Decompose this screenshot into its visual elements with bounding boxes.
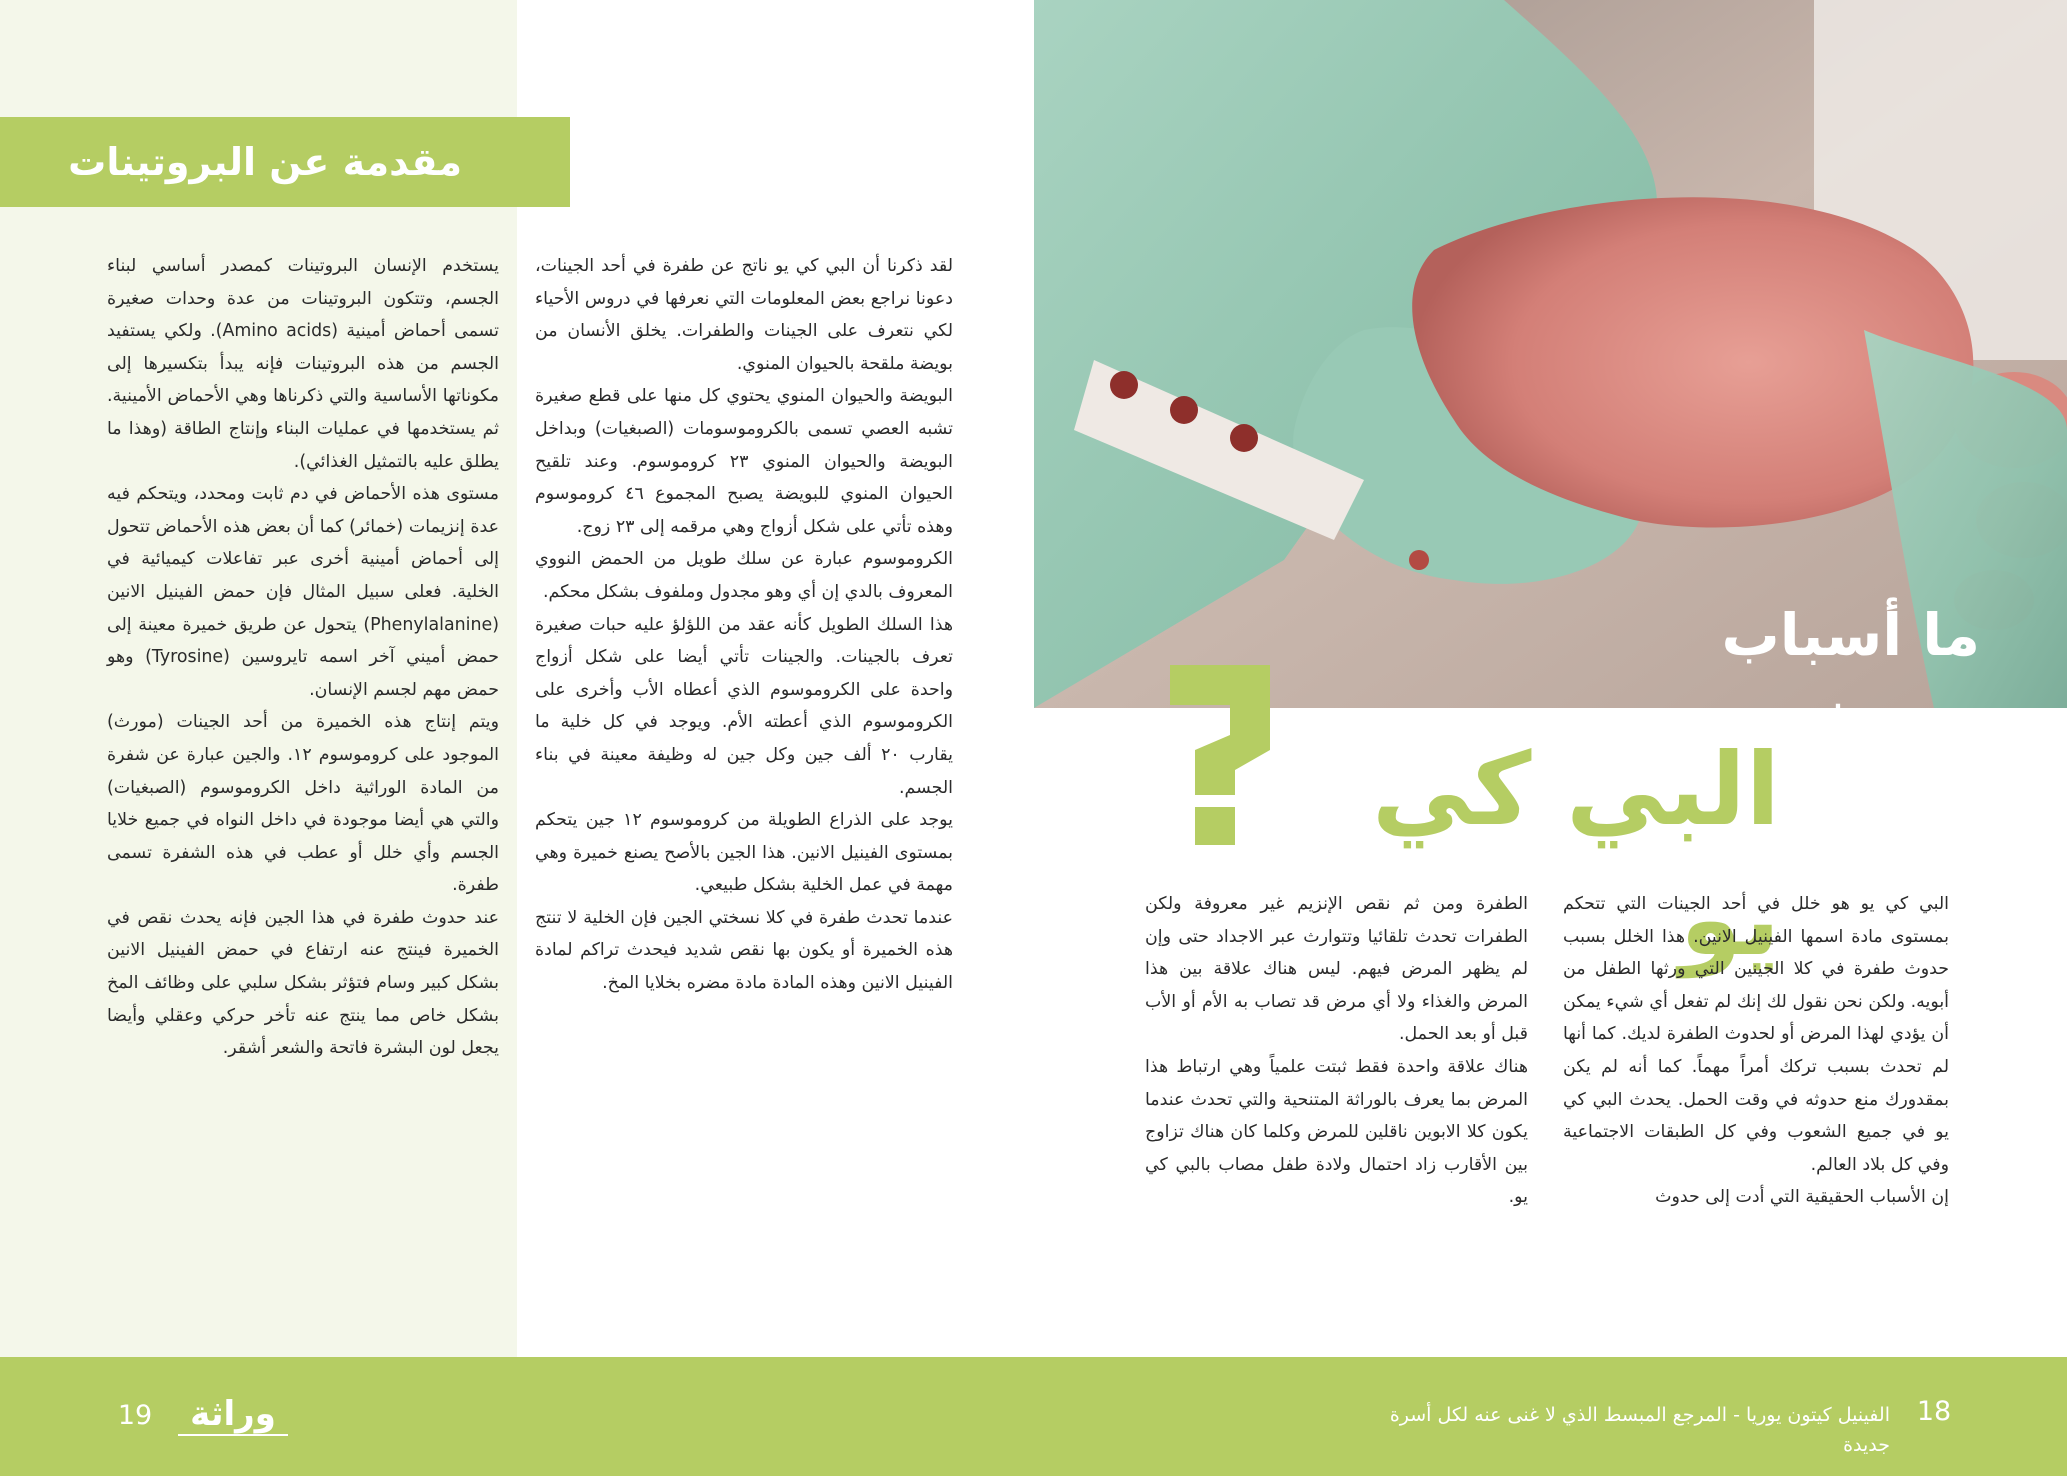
paragraph: الطفرة ومن ثم نقص الإنزيم غير معروفة ولكن الطفرات تحدث تلقائيا وتتوارث عبر الاجداد حتى وإن لم يظهر المرض فيهم. ليس هناك علاقة بين هذا المرض والغذاء ولا أي مرض قد تصاب به الأم أو الأب قبل أو بعد الحمل. — [1145, 894, 1528, 1045]
logo-text: وراثة — [190, 1394, 276, 1434]
title-line-2: البي كي يو — [1372, 731, 1780, 978]
paragraph: إن الأسباب الحقيقية التي أدت إلى حدوث — [1655, 1187, 1949, 1208]
paragraph: عند حدوث طفرة في هذا الجين فإنه يحدث نقص في الخميرة فينتج عنه ارتفاع في حمض الفينيل الانين بشكل كبير وسام فتؤثر بشكل سلبي على وظائف المخ بشكل خاص مما ينتج عنه تأخر حركي وعقلي وأيضا يجعل لون البشرة فاتحة والشعر أشقر. — [107, 907, 499, 1059]
paragraph: الكروموسوم عبارة عن سلك طويل من الحمض النووي المعروف بالدي إن أي وهو مجدول وملفوف بشكل محكم. — [535, 549, 953, 602]
page-number-left: 19 — [117, 1400, 153, 1431]
paragraph: يستخدم الإنسان البروتينات كمصدر أساسي لبناء الجسم، وتتكون البروتينات من عدة وحدات صغيرة تسمى أحماض أمينية (Amino acids). ولكي يستفيد الجسم من هذه البروتينات فإنه يبدأ بتكسيرها إلى مكوناتها الأساسية والتي ذكرناها وهي الأحماض الأمينية. ثم يستخدمها في عمليات البناء وإنتاج الطاقة (وهذا ما يطلق عليه بالتمثيل الغذائي). — [107, 256, 499, 472]
paragraph: لقد ذكرنا أن البي كي يو ناتج عن طفرة في أحد الجينات، دعونا نراجع بعض المعلومات التي نعرفها في دروس الأحياء لكي نتعرف على الجينات والطفرات. يخلق الأنسان من بويضة ملقحة بالحيوان المنوي. — [535, 256, 953, 374]
paragraph: هذا السلك الطويل كأنه عقد من اللؤلؤ عليه حبات صغيرة تعرف بالجينات. والجينات تأتي أيضا على شكل أزواج واحدة على الكروموسوم الذي أعطاه الأب وأخرى على الكروموسوم الذي أعطته الأم. ويوجد في كل خلية ما يقارب ٢٠ ألف جين وكل جين له وظيفة معينة في بناء الجسم. — [535, 614, 953, 798]
section-title: مقدمة عن البروتينات — [68, 140, 462, 184]
left-page-inner-column — [535, 250, 953, 1000]
paragraph: البي كي يو هو خلل في أحد الجينات التي تتحكم بمستوى مادة اسمها الفينيل الانين. هذا الخلل بسبب حدوث طفرة في كلا الجينين التي ورثها الطفل من أبويه. ولكن نحن نقول لك إنك لم تفعل أي شيء يمكن أن يؤدي لهذا المرض أو لحدوث الطفرة لديك. كما أنها لم تحدث بسبب تركك أمراً مهماً. كما أنه لم يكن بمقدورك منع حدوثه في وقت الحمل. يحدث البي كي يو في جميع الشعوب وفي كل الطبقات الاجتماعية وفي كل بلاد العالم. — [1563, 894, 1949, 1175]
question-mark-icon — [1150, 655, 1285, 855]
right-page-left-column — [1145, 888, 1528, 1214]
paragraph: هناك علاقة واحدة فقط ثبتت علمياً وهي ارتباط هذا المرض بما يعرف بالوراثة المتنحية والتي تحدث عندما يكون كلا الابوين ناقلين للمرض وكلما كان هناك تزاوج بين الأقارب زاد احتمال ولادة طفل مصاب بالبي كي يو. — [1145, 1056, 1528, 1208]
paragraph: البويضة والحيوان المنوي يحتوي كل منها على قطع صغيرة تشبه العصي تسمى بالكروموسومات (الصبغيات) وبداخل البويضة والحيوان المنوي ٢٣ كروموسوم. وعند تلقيح الحيوان المنوي للبويضة يصبح المجموع ٤٦ كروموسوم وهذه تأتي على شكل أزواج وهي مرقمه إلى ٢٣ زوج. — [535, 386, 953, 537]
paragraph: يوجد على الذراع الطويلة من كروموسوم ١٢ جين يتحكم بمستوى الفينيل الانين. هذا الجين بالأصح يصنع خميرة وهي مهمة في عمل الخلية بشكل طبيعي. — [535, 810, 953, 896]
paragraph: مستوى هذه الأحماض في دم ثابت ومحدد، ويتحكم فيه عدة إنزيمات (خمائر) كما أن بعض هذه الأحماض تتحول إلى أحماض أمينية أخرى عبر تفاعلات كيميائية في الخلية. فعلى سبيل المثال فإن حمض الفينيل الانين (Phenylalanine) يتحول عن طريق خميرة معينة إلى حمض أميني آخر اسمه تايروسين (Tyrosine) وهو حمض مهم لجسم الإنسان. — [107, 484, 499, 700]
wiratha-logo — [168, 1385, 298, 1445]
left-page-outer-column — [107, 250, 499, 1065]
section-header — [0, 117, 570, 207]
page-number-right: 18 — [1916, 1396, 1952, 1427]
right-page-right-column — [1563, 888, 1949, 1214]
paragraph: ويتم إنتاج هذه الخميرة من أحد الجينات (مورث) الموجود على كروموسوم ١٢. والجين عبارة عن شفرة من المادة الوراثية داخل الكروموسوم (الصبغيات) والتي هي أيضا موجودة في داخل النواه في جميع خلايا الجسم وأي خلل أو عطب في هذه الشفرة تسمى طفرة. — [107, 712, 499, 896]
title-line-1: ما أسباب حدوث — [1721, 601, 1980, 749]
paragraph: عندما تحدث طفرة في كلا نسختي الجين فإن الخلية لا تنتج هذه الخميرة أو يكون بها نقص شديد فيحدث تراكم لمادة الفينيل الانين وهذه المادة مادة مضره بخلايا المخ. — [535, 907, 953, 994]
footer-text: الفينيل كيتون يوريا - المرجع المبسط الذي لا غنى عنه لكل أسرة جديدة — [1389, 1404, 1890, 1456]
